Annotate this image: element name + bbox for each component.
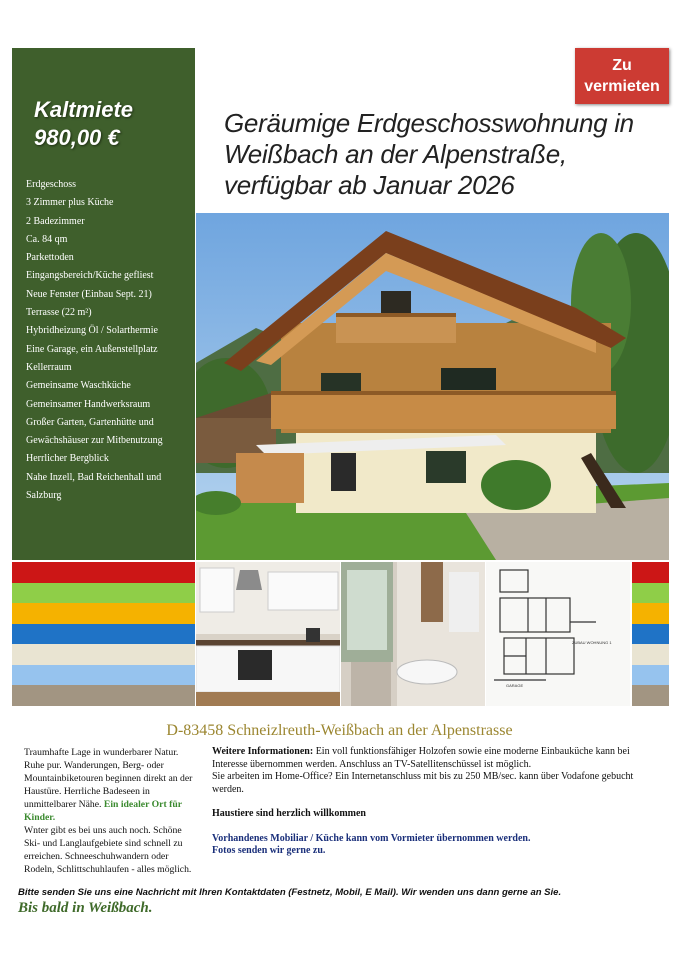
- stripe: [12, 644, 195, 665]
- title-line-1: Geräumige Erdgeschosswohnung in: [224, 108, 634, 138]
- stripe: [632, 624, 669, 645]
- rent-amount: 980,00 €: [34, 125, 120, 150]
- color-stripes-left: [12, 562, 195, 706]
- color-stripes-right: [632, 562, 669, 706]
- signoff: Bis bald in Weißbach.: [18, 900, 153, 916]
- bathroom-photo: [341, 562, 485, 706]
- feature-item: 2 Badezimmer: [26, 215, 85, 227]
- feature-item: Terrasse (22 m²): [26, 307, 92, 319]
- rent-box: [34, 96, 133, 152]
- stripe: [12, 624, 195, 645]
- stripe: [12, 562, 195, 583]
- for-rent-badge: [575, 48, 669, 104]
- stripe: [12, 583, 195, 604]
- stripe: [632, 685, 669, 706]
- office-text: Sie arbeiten im Home-Office? Ein Internetanschluss mit bis zu 250 MB/sec. kann über Vodafone gebucht werden.: [212, 771, 634, 795]
- house-photo: [196, 213, 669, 560]
- feature-item: Großer Garten, Gartenhütte und: [26, 416, 154, 428]
- floorplan-label-garage: GARAGE: [506, 683, 524, 688]
- badge-line-1: Zu: [612, 57, 632, 74]
- stripe: [12, 665, 195, 686]
- feature-item: Nahe Inzell, Bad Reichenhall und: [26, 471, 162, 483]
- feature-item: Neue Fenster (Einbau Sept. 21): [26, 288, 152, 300]
- feature-item: Eine Garage, ein Außenstellplatz: [26, 343, 158, 355]
- kids-highlight: Ein idealer Ort für Kinder: [24, 799, 182, 823]
- feature-list: [26, 176, 194, 505]
- description-right: Weitere Informationen: Ein voll funktionsfähiger Holzofen sowie eine moderne Einbauküche kann bei Interesse übernommen werden. Anschluss an TV-Satellitenschüssel ist möglich. Sie arbeiten im Home-Office? Ein Internetanschluss mit bis zu 250 MB/sec. kann über Vodafone gebucht werden. Haustiere sind herzlich willkommen Vorhandenes Mobiliar / Küche kann vom Vormieter übernommen werden. Fotos senden wir gerne zu.: [212, 746, 660, 858]
- pets-text: Haustiere sind herzlich willkommen: [212, 808, 366, 819]
- title-line-3: verfügbar ab Januar 2026: [224, 170, 515, 200]
- info-text: Ein voll funktionsfähiger Holzofen sowie eine moderne Einbauküche kann bei Interesse übernommen werden. Anschluss an TV-Satellitenschüssel ist möglich.: [212, 746, 630, 770]
- title-line-2: Weißbach an der Alpenstraße,: [224, 139, 567, 169]
- photos-text: Fotos senden wir gerne zu.: [212, 845, 326, 856]
- stripe: [12, 603, 195, 624]
- contact-note: Bitte senden Sie uns eine Nachricht mit Ihren Kontaktdaten (Festnetz, Mobil, E Mail). Wir wenden uns dann gerne an Sie.: [18, 887, 562, 898]
- stripe: [12, 685, 195, 706]
- stripe: [632, 665, 669, 686]
- description-text-1: Traumhafte Lage in wunderbarer Natur. Ruhe pur. Wanderungen, Berg- oder Mountainbiketouren beginnen direkt an der Haustüre. Herrliche Badeseen in unmittelbarer Nähe.: [24, 747, 193, 810]
- kitchen-photo: [196, 562, 340, 706]
- feature-item: Hybridheizung Öl / Solarthermie: [26, 325, 158, 337]
- description-left: Traumhafte Lage in wunderbarer Natur. Ruhe pur. Wanderungen, Berg- oder Mountainbiketouren beginnen direkt an der Haustüre. Herrliche Badeseen in unmittelbarer Nähe. Ein idealer Ort für Kinder. Wnter gibt es bei uns auch noch. Schöne Ski- und Langlaufgebiete sind schnell zu erreichen. Schneeschuhwandern oder Rodeln, Schlittschuhlaufen - alles möglich.: [24, 747, 193, 875]
- page-title: [224, 108, 664, 201]
- feature-item: Gewächshäuser zur Mitbenutzung: [26, 435, 163, 447]
- feature-item: Salzburg: [26, 490, 62, 502]
- info-label: Weitere Informationen:: [212, 746, 314, 757]
- feature-item: 3 Zimmer plus Küche: [26, 197, 114, 209]
- feature-item: Herrlicher Bergblick: [26, 453, 109, 465]
- description-text-2: Wnter gibt es bei uns auch noch. Schöne Ski- und Langlaufgebiete sind schnell zu erreichen. Schneeschuhwandern oder Rodeln, Schlittschuhlaufen - alles möglich.: [24, 825, 192, 875]
- feature-item: Ca. 84 qm: [26, 233, 68, 245]
- location-heading: D-83458 Schneizlreuth-Weißbach an der Alpenstrasse: [166, 722, 513, 739]
- stripe: [632, 562, 669, 583]
- feature-item: Kellerraum: [26, 361, 72, 373]
- stripe: [632, 583, 669, 604]
- feature-item: Eingangsbereich/Küche gefliest: [26, 270, 154, 282]
- feature-item: Erdgeschoss: [26, 179, 76, 190]
- feature-item: Gemeinsame Waschküche: [26, 380, 131, 392]
- stripe: [632, 644, 669, 665]
- furniture-text: Vorhandenes Mobiliar / Küche kann vom Vormieter übernommen werden: [212, 832, 528, 844]
- floor-plan: [486, 562, 630, 706]
- feature-item: Gemeinsamer Handwerksraum: [26, 398, 151, 410]
- floorplan-label-unit: ZUBAU WOHNUNG 1: [572, 640, 612, 645]
- stripe: [632, 603, 669, 624]
- feature-item: Parkettoden: [26, 252, 74, 264]
- badge-line-2: vermieten: [584, 78, 660, 95]
- rent-label: Kaltmiete: [34, 97, 134, 122]
